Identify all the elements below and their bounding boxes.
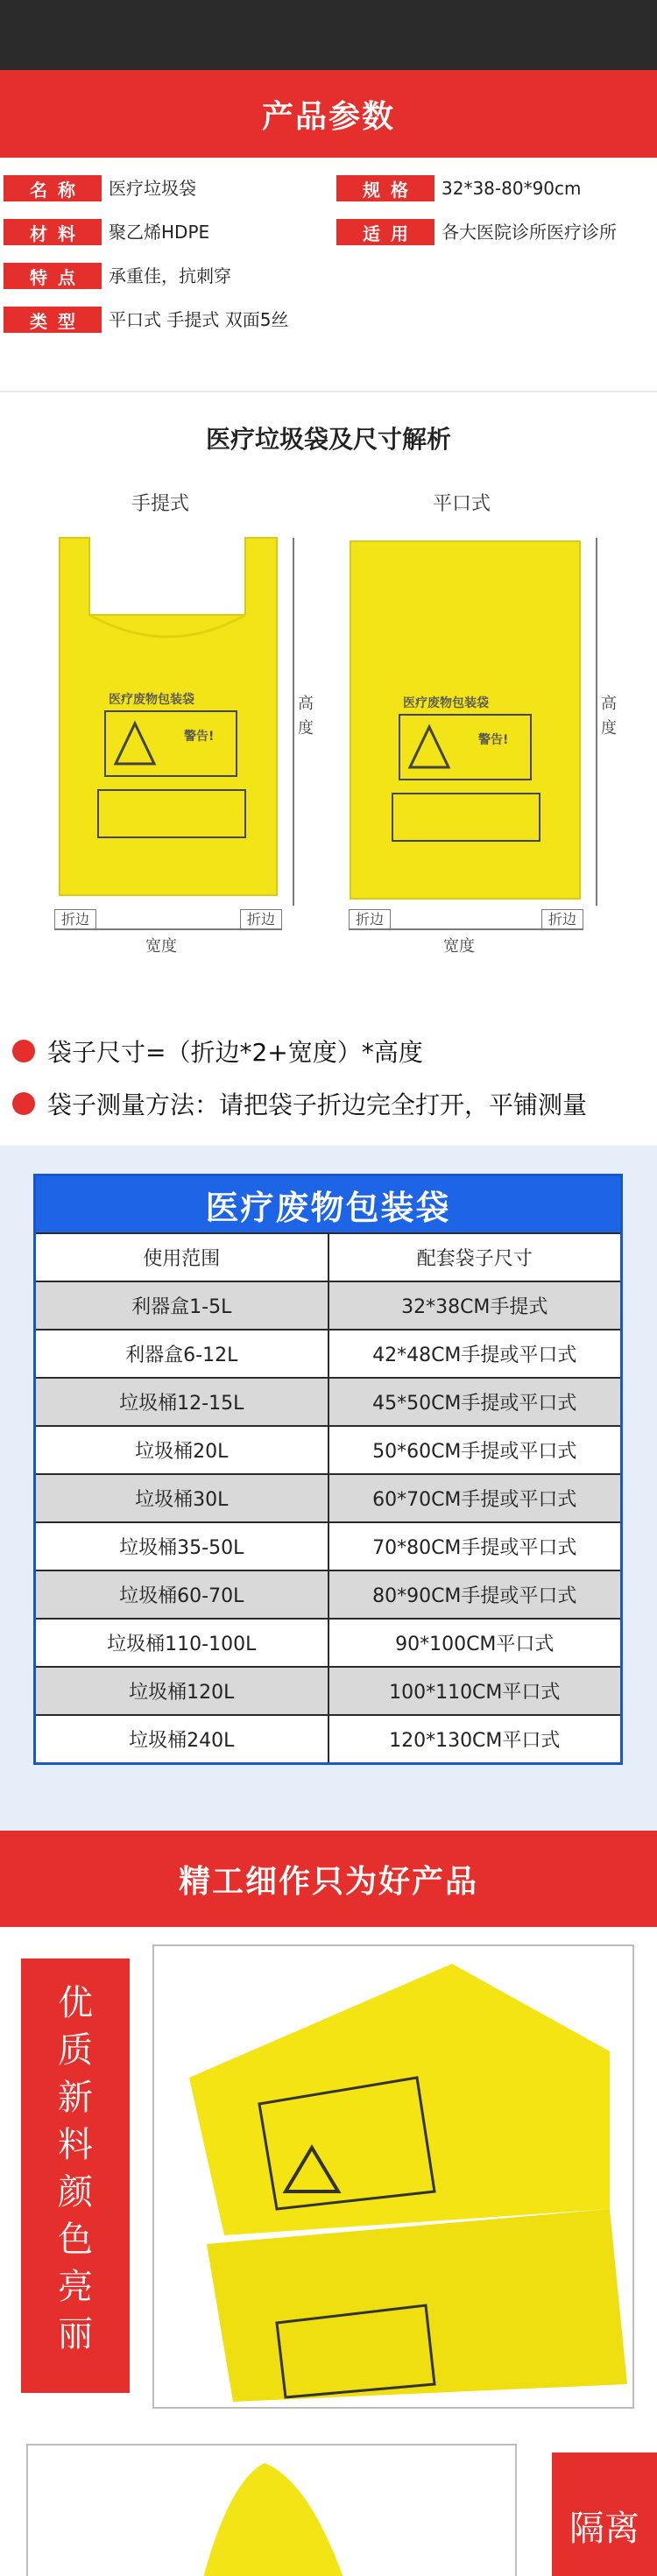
param-table bbox=[0, 172, 657, 347]
table-cell: 120*130CM平口式 bbox=[328, 1716, 621, 1762]
table-header-row bbox=[36, 1232, 620, 1281]
param-row bbox=[0, 172, 657, 215]
param-value: 聚乙烯HDPE bbox=[109, 222, 210, 243]
table-row bbox=[36, 1714, 620, 1762]
table-cell: 垃圾桶20L bbox=[135, 1441, 229, 1463]
param-row bbox=[0, 259, 657, 303]
table-cell: 60*70CM手提或平口式 bbox=[328, 1475, 621, 1521]
size-table bbox=[33, 1174, 623, 1765]
bullet-dot-icon bbox=[12, 1092, 35, 1115]
note-text: 袋子测量方法：请把袋子折边完全打开，平铺测量 bbox=[47, 1090, 588, 1119]
table-cell: 垃圾桶120L bbox=[129, 1682, 235, 1704]
header-banner bbox=[0, 70, 657, 158]
height-label: 高度 bbox=[298, 695, 314, 738]
table-cell: 42*48CM手提或平口式 bbox=[328, 1330, 621, 1377]
feature-side-label: 优质新料 颜色亮丽 bbox=[21, 1958, 130, 2393]
column-header: 配套袋子尺寸 bbox=[328, 1234, 621, 1281]
width-label: 宽度 bbox=[145, 937, 177, 956]
table-cell: 垃圾桶30L bbox=[135, 1489, 229, 1511]
size-section-title: 医疗垃圾袋及尺寸解析 bbox=[205, 425, 451, 454]
table-row bbox=[36, 1666, 620, 1714]
param-label: 类型 bbox=[4, 307, 102, 333]
fold-label: 折边 bbox=[54, 909, 96, 930]
table-row bbox=[36, 1425, 620, 1473]
param-label: 规格 bbox=[336, 175, 434, 201]
bag-print-title: 医疗废物包装袋 bbox=[403, 696, 489, 710]
height-label: 高度 bbox=[601, 695, 617, 738]
bag-print-warning: 警告! bbox=[478, 733, 509, 747]
craft-title: 精工细作只为好产品 bbox=[178, 1863, 478, 1900]
top-dark-band bbox=[0, 0, 657, 70]
table-cell: 垃圾桶110-100L bbox=[107, 1634, 257, 1655]
fold-label: 折边 bbox=[240, 909, 282, 930]
param-value: 各大医院诊所医疗诊所 bbox=[442, 222, 617, 243]
table-row bbox=[36, 1570, 620, 1618]
param-label: 特点 bbox=[4, 263, 102, 289]
column-header: 使用范围 bbox=[143, 1248, 221, 1270]
product-photo bbox=[152, 1944, 634, 2409]
table-cell: 垃圾桶60-70L bbox=[119, 1585, 244, 1607]
param-row bbox=[0, 303, 657, 347]
feature-side-label-right: 隔离 bbox=[552, 2452, 657, 2576]
bag-print-title: 医疗废物包装袋 bbox=[109, 693, 194, 707]
table-cell: 垃圾桶35-50L bbox=[119, 1537, 244, 1559]
handle-bag-image bbox=[54, 536, 282, 904]
table-cell: 100*110CM平口式 bbox=[328, 1668, 621, 1714]
param-value: 承重佳，抗刺穿 bbox=[109, 265, 231, 286]
table-cell: 45*50CM手提或平口式 bbox=[328, 1379, 621, 1425]
table-row bbox=[36, 1521, 620, 1570]
fold-label: 折边 bbox=[541, 909, 583, 930]
page-title: 产品参数 bbox=[261, 98, 395, 135]
flat-bag-image bbox=[347, 540, 583, 904]
product-photo-2 bbox=[26, 2444, 517, 2576]
section-divider bbox=[0, 391, 657, 392]
param-label: 材料 bbox=[4, 219, 102, 245]
param-label: 适用 bbox=[336, 219, 434, 245]
param-value: 医疗垃圾袋 bbox=[109, 178, 196, 199]
table-cell: 垃圾桶12-15L bbox=[119, 1393, 244, 1415]
table-row bbox=[36, 1281, 620, 1329]
table-cell: 50*60CM手提或平口式 bbox=[328, 1427, 621, 1473]
table-cell: 利器盒1-5L bbox=[131, 1296, 232, 1318]
craft-banner bbox=[0, 1831, 657, 1927]
table-row bbox=[36, 1329, 620, 1377]
table-cell: 32*38CM手提式 bbox=[328, 1282, 621, 1329]
table-cell: 垃圾桶240L bbox=[129, 1730, 235, 1752]
table-row bbox=[36, 1618, 620, 1666]
param-value: 平口式 手提式 双面5丝 bbox=[109, 309, 289, 330]
table-cell: 70*80CM手提或平口式 bbox=[328, 1523, 621, 1570]
table-row bbox=[36, 1377, 620, 1425]
size-table-title: 医疗废物包装袋 bbox=[36, 1176, 620, 1232]
param-row bbox=[0, 215, 657, 259]
width-label: 宽度 bbox=[443, 937, 475, 956]
table-cell: 90*100CM平口式 bbox=[328, 1620, 621, 1666]
bullet-dot-icon bbox=[12, 1040, 35, 1062]
bag-caption-flat: 平口式 bbox=[433, 493, 491, 515]
bag-caption-handle: 手提式 bbox=[131, 493, 190, 515]
fold-label: 折边 bbox=[349, 909, 391, 930]
height-measure-line bbox=[596, 538, 597, 906]
table-row bbox=[36, 1473, 620, 1521]
param-label: 名称 bbox=[4, 175, 102, 201]
bag-print-warning: 警告! bbox=[184, 730, 215, 744]
size-formula-note bbox=[12, 1034, 423, 1069]
param-value: 32*38-80*90cm bbox=[442, 178, 582, 199]
height-measure-line bbox=[293, 538, 294, 906]
measure-method-note bbox=[12, 1086, 587, 1121]
note-text: 袋子尺寸=（折边*2+宽度）*高度 bbox=[47, 1038, 423, 1067]
table-cell: 80*90CM手提或平口式 bbox=[328, 1571, 621, 1618]
table-cell: 利器盒6-12L bbox=[125, 1344, 238, 1366]
